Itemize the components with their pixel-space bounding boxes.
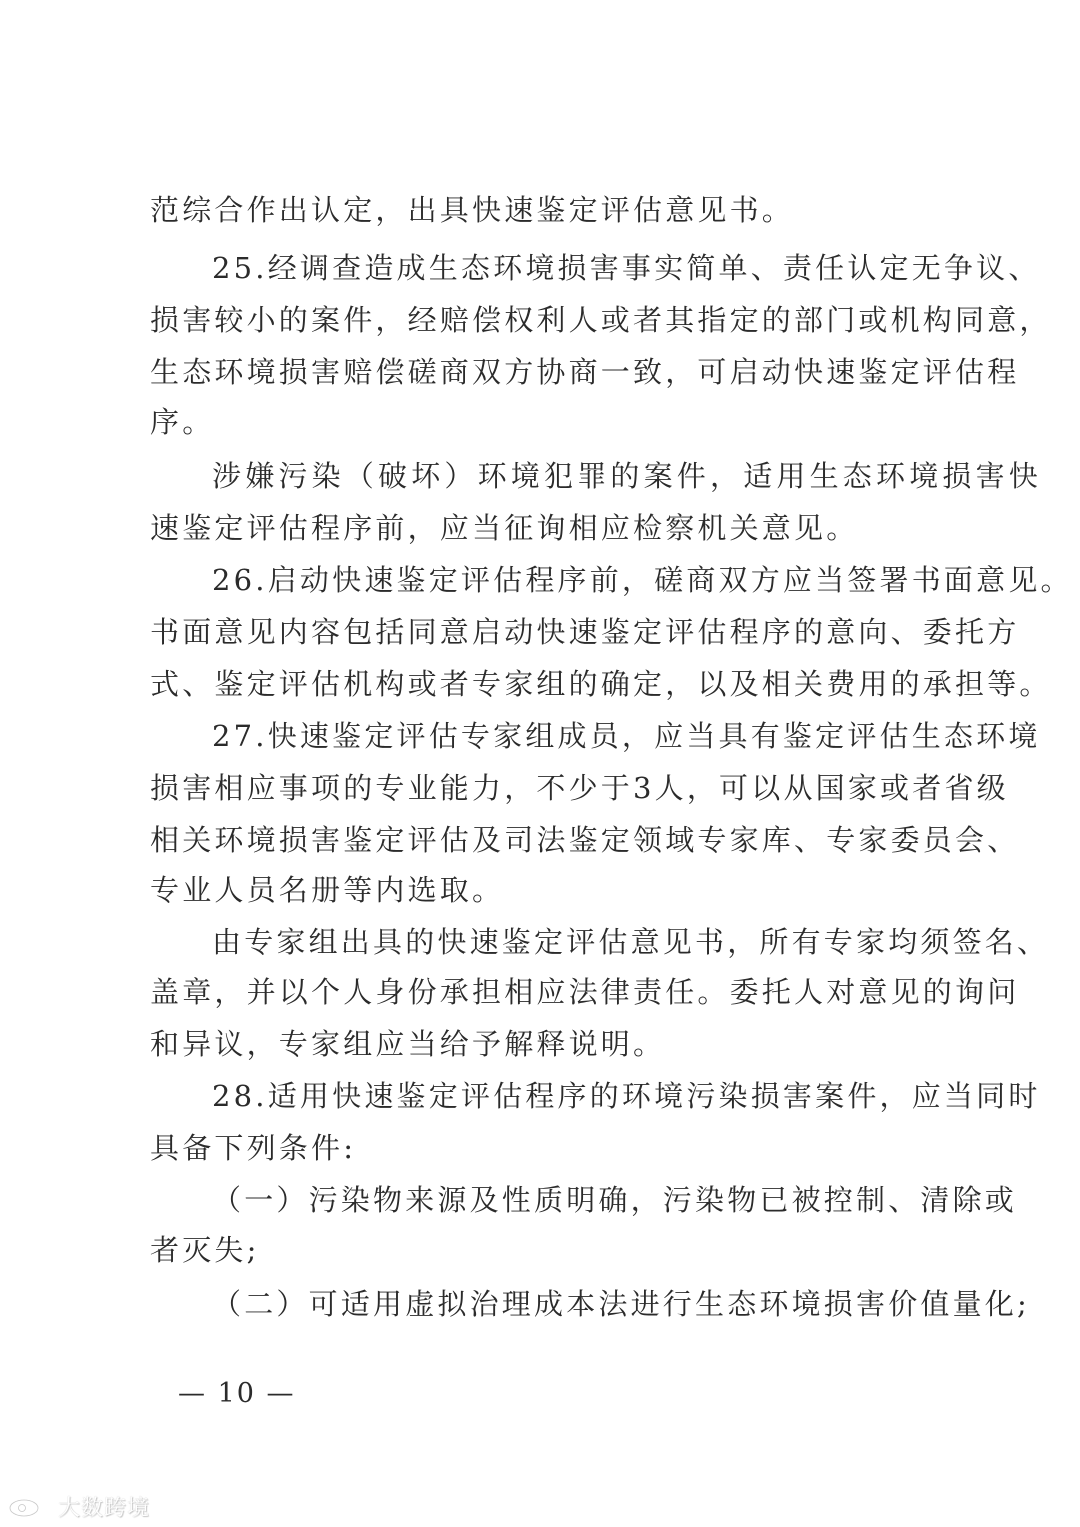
text-line: 损害较小的案件，经赔偿权利人或者其指定的部门或机构同意， (150, 303, 1052, 337)
text-line: 速鉴定评估程序前，应当征询相应检察机关意见。 (150, 511, 859, 545)
text-line: 书面意见内容包括同意启动快速鉴定评估程序的意向、委托方 (150, 615, 1020, 649)
text-line: 专业人员名册等内选取。 (150, 873, 505, 907)
text-line: 生态环境损害赔偿磋商双方协商一致，可启动快速鉴定评估程 (150, 355, 1020, 389)
text-line: 25.经调查造成生态环境损害事实简单、责任认定无争议、 (212, 251, 1041, 285)
text-line: 具备下列条件: (150, 1131, 357, 1165)
text-line: 26.启动快速鉴定评估程序前，磋商双方应当签署书面意见。 (212, 563, 1073, 597)
text-line: 者灭失; (150, 1233, 260, 1267)
text-line: 由专家组出具的快速鉴定评估意见书，所有专家均须签名、 (212, 925, 1050, 959)
text-line: 序。 (150, 405, 215, 439)
text-line: 28.适用快速鉴定评估程序的环境污染损害案件，应当同时 (212, 1079, 1041, 1113)
text-line: 式、鉴定评估机构或者专家组的确定，以及相关费用的承担等。 (150, 667, 1052, 701)
text-line: 和异议，专家组应当给予解释说明。 (150, 1027, 666, 1061)
watermark-text: 大数跨境 (58, 1495, 151, 1521)
text-line: （二）可适用虚拟治理成本法进行生态环境损害价值量化; (212, 1287, 1030, 1321)
text-line: （一）污染物来源及性质明确，污染物已被控制、清除或 (212, 1183, 1018, 1217)
text-line: 盖章，并以个人身份承担相应法律责任。委托人对意见的询问 (150, 975, 1020, 1009)
text-line: 相关环境损害鉴定评估及司法鉴定领域专家库、专家委员会、 (150, 823, 1020, 857)
weibo-eye-icon (6, 1494, 52, 1518)
watermark (6, 1490, 150, 1522)
page-number: — 10 — (178, 1378, 296, 1409)
text-line: 27.快速鉴定评估专家组成员，应当具有鉴定评估生态环境 (212, 719, 1041, 753)
text-line: 范综合作出认定，出具快速鉴定评估意见书。 (150, 193, 795, 227)
text-line: 损害相应事项的专业能力，不少于3人，可以从国家或者省级 (150, 771, 1009, 805)
text-line: 涉嫌污染（破坏）环境犯罪的案件，适用生态环境损害快 (212, 459, 1043, 493)
